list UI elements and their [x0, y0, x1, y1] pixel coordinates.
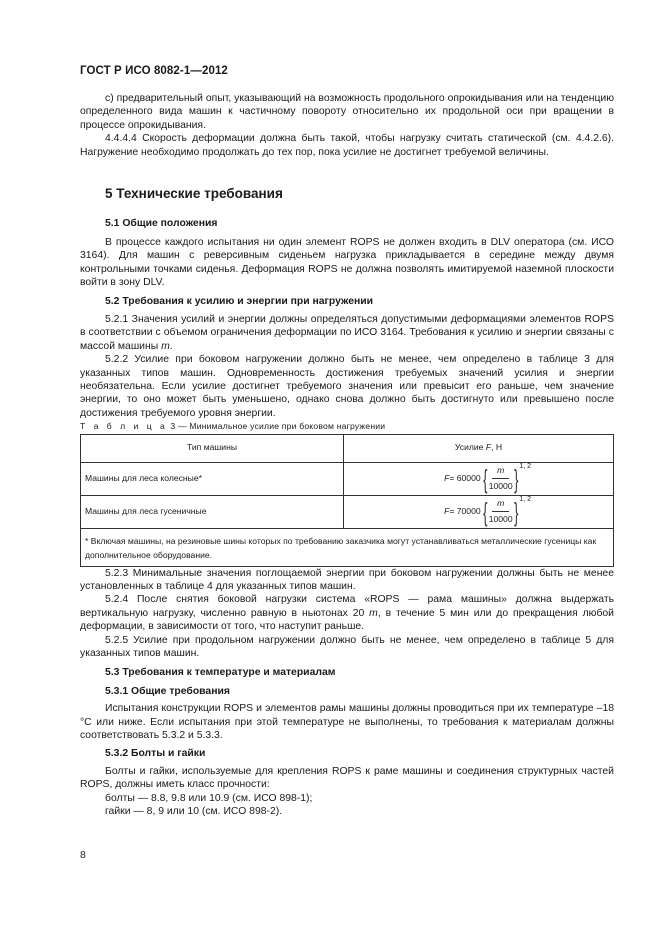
paragraph-c: с) предварительный опыт, указывающий на возможность продольного опрокидывания или на тенденцию определенного вида машин к частичному повороту относительно их продольной оси при вращении в процессе опрокидывания. — [80, 93, 614, 131]
table-cell-machine-type: Машины для леса колесные* — [81, 462, 344, 495]
force-formula: F = 70000 { $\frac{m}{10000}$ } 1, 2 — [444, 495, 531, 527]
paragraph-5-2-1: 5.2.1 Значения усилий и энергии должны определяться допустимыми деформациями элементов ROPS в соответствии с объемом ограничения деформации по ИСО 3164. Требования к усилию и энергии связаны с массой машины m. — [80, 313, 614, 352]
table-row — [81, 495, 614, 528]
table-cell-formula — [344, 495, 614, 528]
nuts-item: гайки — 8, 9 или 10 (см. ИСО 898-2). — [105, 806, 283, 818]
section-5-3-1-heading: 5.3.1 Общие требования — [105, 685, 230, 697]
section-5-3-1-text: Испытания конструкции ROPS и элементов рамы машины должны проводиться при их температуре –18 °С или ниже. Если испытания при этой температуре не выполнены, то требования к материалам должны соответствовать 5.3.2 и 5.3.3. — [80, 703, 614, 741]
section-5-1-text: В процессе каждого испытания ни один элемент ROPS не должен входить в DLV оператора (см. ИСО 3164). Для машин с реверсивным сиденьем нагрузка прикладывается в середине между двумя контрольными точками сиденья. Деформация ROPS не должна позволять имитируемой наземной плоскости войти в зону DLV. — [80, 236, 614, 289]
paragraph-5-2-4: 5.2.4 После снятия боковой нагрузки система «ROPS — рама машины» должна выдержать вертикальную нагрузку, численно равную в ньютонах 20 m, в течение 5 мин или до прекращения любой деформации, в зависимости от того, что наступит раньше. — [80, 594, 614, 633]
table-3 — [80, 434, 614, 567]
section-5-2-heading: 5.2 Требования к усилию и энергии при нагружении — [105, 296, 374, 308]
table-row — [81, 462, 614, 495]
page-content — [80, 92, 614, 818]
table-cell-machine-type: Машины для леса гусеничные — [81, 495, 344, 528]
section-5-3-2-heading: 5.3.2 Болты и гайки — [105, 748, 206, 760]
table-header-machine-type: Тип машины — [81, 434, 344, 462]
table-header-row — [81, 434, 614, 462]
section-5-3-2-text: Болты и гайки, используемые для крепления ROPS к раме машины и соединения структурных частей ROPS, должны иметь класс прочности: — [80, 765, 614, 791]
table-cell-formula — [344, 462, 614, 495]
section-5-1-heading: 5.1 Общие положения — [105, 218, 218, 230]
document-header: ГОСТ Р ИСО 8082-1—2012 — [80, 65, 228, 77]
section-5-heading: 5 Технические требования — [105, 186, 283, 202]
table-3-caption: Т а б л и ц а 3 — Минимальное усилие при боковом нагружении — [80, 421, 386, 432]
paragraph-5-2-3: 5.2.3 Минимальные значения поглощаемой энергии при боковом нагружении должны быть не менее установленных в таблице 4 для указанных типов машин. — [80, 567, 614, 592]
bolts-item: болты — 8.8, 9.8 или 10.9 (см. ИСО 898-1); — [105, 792, 313, 804]
paragraph-4-4-4-4: 4.4.4.4 Скорость деформации должна быть такой, чтобы нагрузку считать статической (см. 4.4.2.6). Нагружение необходимо продолжать до тех пор, пока усилие не достигнет требуемой величины. — [80, 133, 614, 158]
table-footnote-row — [81, 528, 614, 566]
table-footnote: * Включая машины, на резиновые шины которых по требованию заказчика могут устанавливаться металлические гусеницы как дополнительное оборудование. — [81, 528, 614, 566]
paragraph-5-2-2: 5.2.2 Усилие при боковом нагружении должно быть не менее, чем определено в таблице 3 для указанных типов машин. Одновременность достижения требуемых значений усилия и энергии необязательна. Если усилие достигнет требуемого значения или превысит его раньше, чем значение энергии, то оно может быть уменьшено, однако снова должно быть достигнуто или превышено после достижения требуемого уровня энергии. — [80, 354, 614, 419]
paragraph-5-2-5: 5.2.5 Усилие при продольном нагружении должно быть не менее, чем определено в таблице 5 для указанных типов машин. — [80, 634, 614, 659]
section-5-3-heading: 5.3 Требования к температуре и материалам — [105, 667, 336, 679]
force-formula: F = 60000 { $\frac{m}{10000}$ } 1, 2 — [444, 462, 531, 494]
table-header-force: Усилие F, Н — [344, 434, 614, 462]
page-number: 8 — [80, 850, 86, 861]
